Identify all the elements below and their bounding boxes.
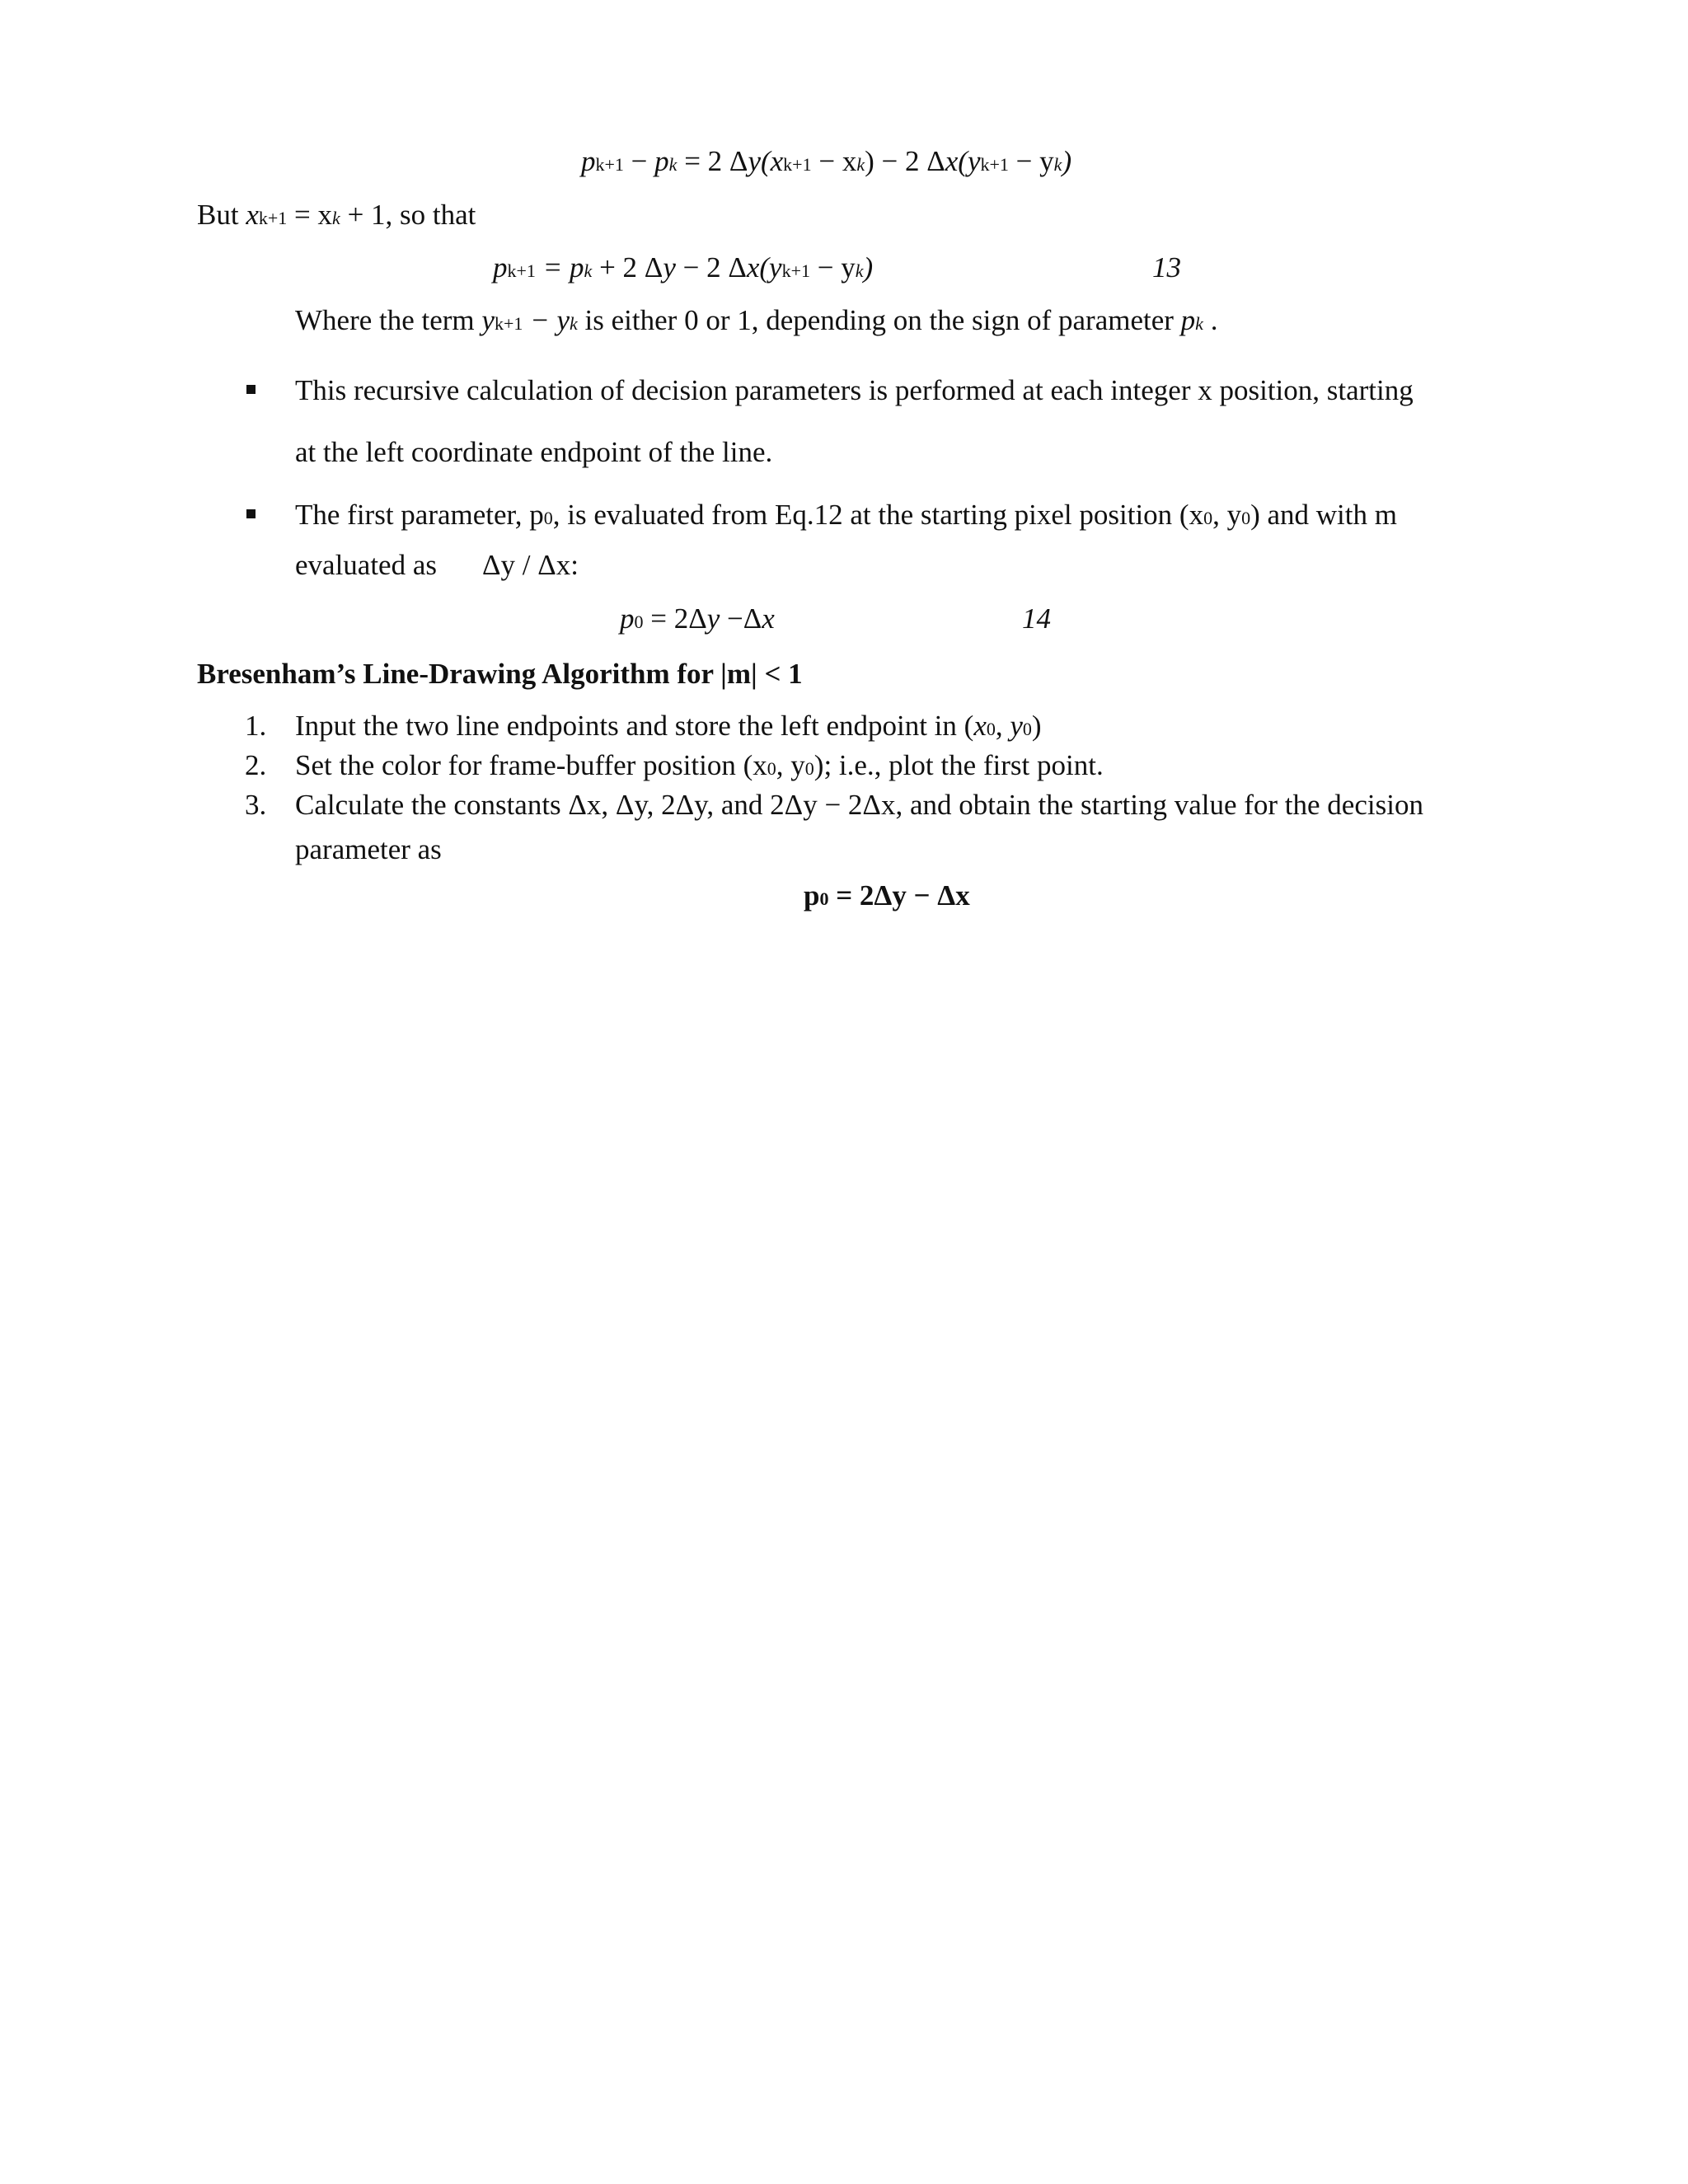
eq13-text: ) bbox=[863, 251, 874, 284]
equation-difference bbox=[581, 147, 1071, 176]
eq13-sub: k+1 bbox=[507, 260, 536, 281]
where-sub: k bbox=[570, 313, 578, 334]
eq14-p: p bbox=[620, 602, 635, 635]
equation-13 bbox=[493, 253, 873, 282]
but-sub: k bbox=[332, 208, 340, 228]
step-number-2: 2. bbox=[245, 749, 267, 781]
bullet-2-text: , y bbox=[1212, 499, 1242, 531]
eq14-y: y bbox=[706, 602, 720, 635]
step-2-text bbox=[295, 751, 1104, 780]
bullet-2-text: The first parameter, p bbox=[295, 499, 544, 531]
bullet-marker-1 bbox=[246, 385, 256, 394]
step-2-part: , y bbox=[776, 749, 805, 781]
eq-diff-text: ) − 2 Δ bbox=[865, 145, 945, 177]
but-line bbox=[197, 200, 476, 229]
eq-diff-text: y(x bbox=[748, 145, 784, 177]
step-1-part: ) bbox=[1031, 710, 1042, 742]
eq-diff-p: p bbox=[654, 145, 669, 177]
equation-number-14: 14 bbox=[1022, 602, 1051, 635]
eq13-text: − 2 Δ bbox=[675, 251, 747, 284]
step-2-part: ); i.e., plot the first point. bbox=[814, 749, 1104, 781]
bullet-2-text: , is evaluated from Eq.12 at the starting pixel position (x bbox=[552, 499, 1204, 531]
where-text: − y bbox=[523, 304, 570, 336]
final-eq-sub: 0 bbox=[819, 888, 829, 909]
eq13-p: p bbox=[493, 251, 508, 284]
bullet-2-sub: 0 bbox=[543, 508, 553, 528]
eq-diff-sub: k bbox=[668, 154, 678, 175]
step-3-line-2: parameter as bbox=[295, 833, 442, 865]
but-text: = x bbox=[287, 199, 333, 231]
bullet-2-sub: 0 bbox=[1241, 508, 1251, 528]
eq-diff-text: − bbox=[623, 145, 655, 177]
step-1-part: x bbox=[973, 710, 987, 742]
eq13-sub: k+1 bbox=[781, 260, 811, 281]
step-1-part: Input the two line endpoints and store the left endpoint in ( bbox=[295, 710, 974, 742]
but-x: x bbox=[246, 199, 259, 231]
eq14-x: x bbox=[762, 602, 775, 635]
eq13-text: + 2 Δ bbox=[592, 251, 663, 284]
bullet-marker-2 bbox=[246, 509, 256, 518]
step-number-3: 3. bbox=[245, 789, 267, 821]
step-2-sub: 0 bbox=[767, 758, 776, 779]
step-1-part: , bbox=[995, 710, 1010, 742]
step-1-sub: 0 bbox=[1022, 719, 1032, 739]
but-text: But bbox=[197, 199, 246, 231]
equation-number-13: 13 bbox=[1152, 251, 1181, 284]
algorithm-heading: Bresenham’s Line-Drawing Algorithm for |m| < 1 bbox=[197, 658, 803, 690]
eq13-text: − y bbox=[810, 251, 856, 284]
step-3-line-1: Calculate the constants Δx, Δy, 2Δy, and 2Δy − 2Δx, and obtain the starting value for the decision bbox=[295, 789, 1423, 821]
eq14-sub: 0 bbox=[634, 612, 644, 632]
step-2-part: Set the color for frame-buffer position (x bbox=[295, 749, 767, 781]
eq13-text: y bbox=[663, 251, 676, 284]
step-number-1: 1. bbox=[245, 710, 267, 742]
bullet-2-text: ) and with m bbox=[1250, 499, 1397, 531]
eq-diff-sub: k bbox=[1053, 154, 1062, 175]
where-text: Where the term bbox=[295, 304, 482, 336]
initial-decision-parameter-equation bbox=[804, 881, 970, 910]
eq-diff-text: ) bbox=[1062, 145, 1072, 177]
step-2-sub: 0 bbox=[804, 758, 814, 779]
final-eq-p: p bbox=[804, 879, 820, 912]
where-sub: k+1 bbox=[494, 313, 523, 334]
eq-diff-sub: k+1 bbox=[783, 154, 812, 175]
eq13-text: = p bbox=[535, 251, 584, 284]
eq-diff-p: p bbox=[581, 145, 596, 177]
where-y: y bbox=[481, 304, 495, 336]
where-line bbox=[295, 306, 1217, 335]
eq-diff-text: x(y bbox=[945, 145, 981, 177]
bullet-2-line-2-pre: evaluated as bbox=[295, 549, 437, 581]
where-sub: k bbox=[1195, 313, 1203, 334]
bullet-1-line-2: at the left coordinate endpoint of the line. bbox=[295, 436, 773, 468]
eq13-sub: k bbox=[584, 260, 593, 281]
step-1-text bbox=[295, 711, 1042, 740]
bullet-2-sub: 0 bbox=[1203, 508, 1213, 528]
equation-14 bbox=[620, 604, 775, 633]
but-sub: k+1 bbox=[258, 208, 288, 228]
eq14-text: −Δ bbox=[720, 602, 762, 635]
step-1-part: y bbox=[1010, 710, 1023, 742]
where-text: is either 0 or 1, depending on the sign of parameter bbox=[577, 304, 1181, 336]
eq-diff-sub: k+1 bbox=[980, 154, 1009, 175]
eq-diff-text: − x bbox=[811, 145, 857, 177]
eq-diff-text: = 2 Δ bbox=[677, 145, 748, 177]
eq-diff-text: − y bbox=[1008, 145, 1054, 177]
bullet-1-line-1: This recursive calculation of decision parameters is performed at each integer x position, starting bbox=[295, 374, 1414, 406]
eq13-sub: k bbox=[855, 260, 864, 281]
but-text: + 1, so that bbox=[340, 199, 476, 231]
final-eq-text: = 2Δy − Δx bbox=[828, 879, 970, 912]
bullet-2-line-1 bbox=[295, 500, 1397, 529]
step-1-sub: 0 bbox=[986, 719, 996, 739]
eq-diff-sub: k bbox=[856, 154, 865, 175]
eq13-text: x(y bbox=[746, 251, 782, 284]
where-text: . bbox=[1203, 304, 1218, 336]
where-p: p bbox=[1180, 304, 1196, 336]
eq14-text: = 2Δ bbox=[643, 602, 707, 635]
eq-diff-sub: k+1 bbox=[595, 154, 624, 175]
bullet-2-line-2-post: Δy / Δx: bbox=[482, 549, 579, 581]
